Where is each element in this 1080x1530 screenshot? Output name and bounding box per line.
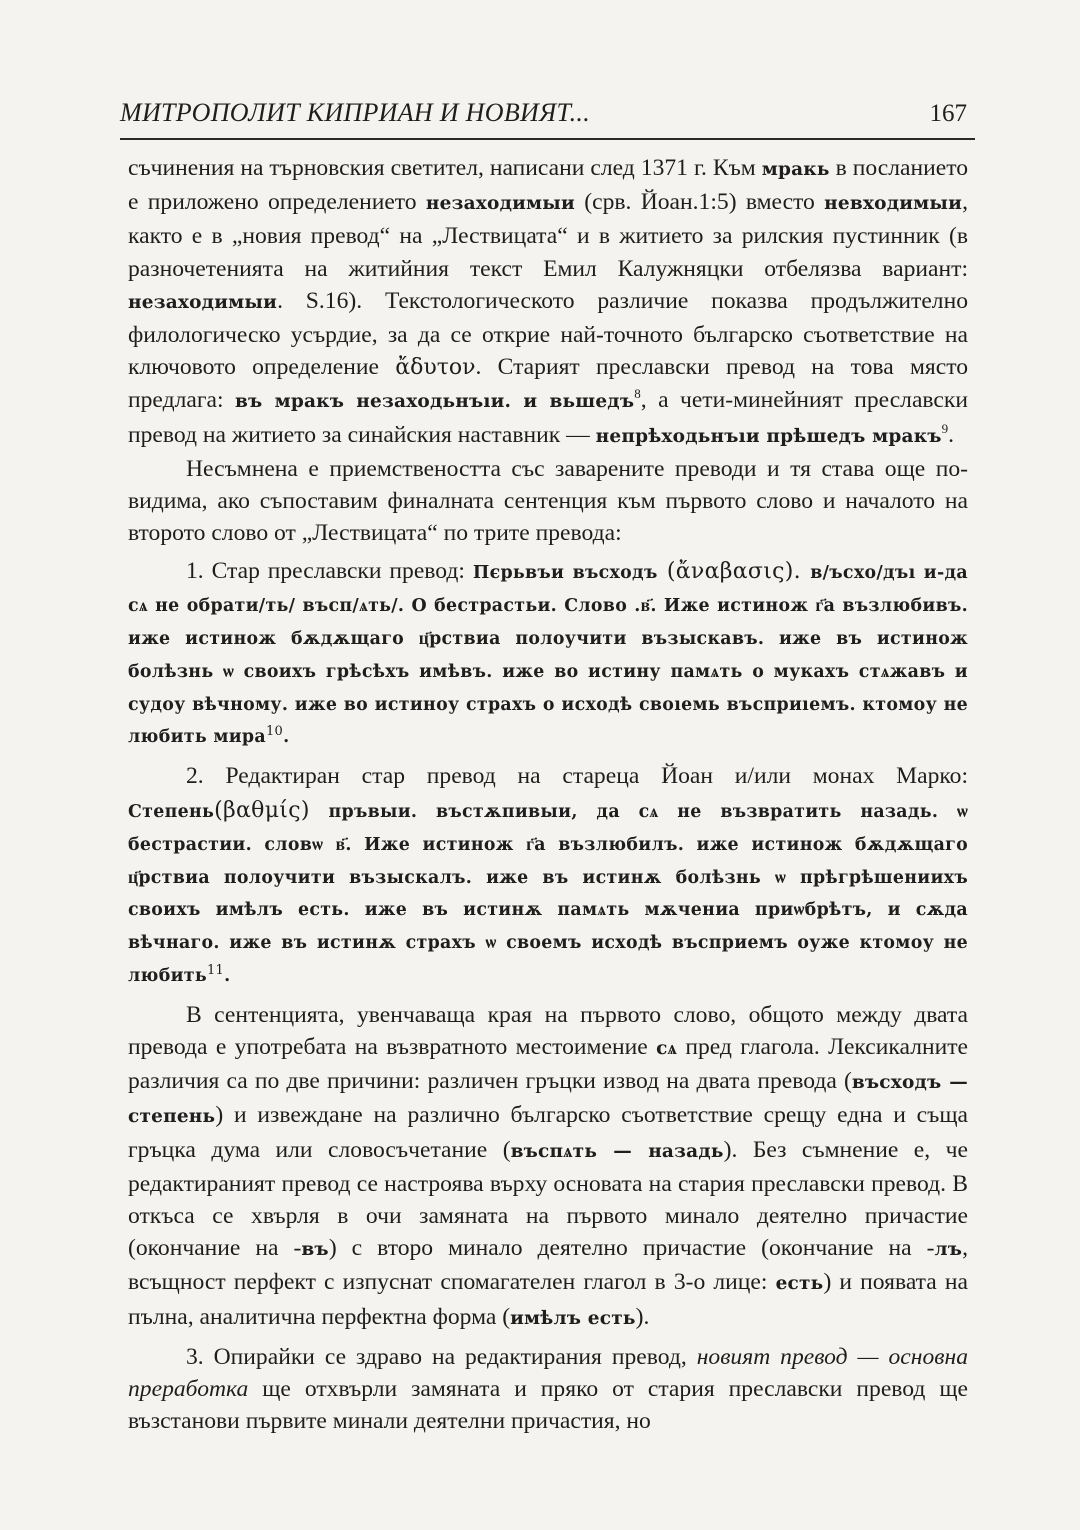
- text-run: съчинения на търновския светител, написани след 1371 г. Към: [128, 155, 762, 181]
- text-run: , а чети-минейният преславски превод на житието за синайския наставник —: [128, 387, 968, 448]
- church-slavonic-quote: въ мракъ незаходьнъıи. и вьшедъ: [234, 391, 635, 413]
- church-slavonic-quote: Пєрьвъи въсходъ: [472, 563, 658, 584]
- text-run: В сентенцията, увенчаваща края на първото слово, общото между двата превода е употребата на възвратното местоимение: [128, 1001, 968, 1060]
- greek-term: (ἄναβασις).: [657, 559, 811, 585]
- paragraph-1: [128, 152, 968, 453]
- paragraph-5: [128, 999, 968, 1335]
- item-lead: 2. Редактиран стар превод на стареца Йоан и/или монах Марко:: [186, 763, 968, 790]
- church-slavonic-term: лъ: [934, 1239, 963, 1261]
- text-run: .: [224, 966, 231, 986]
- text-run: .: [283, 727, 290, 748]
- running-header: [120, 98, 975, 140]
- greek-term: ἄδυτον: [395, 355, 476, 381]
- text-run: ) с второ минало деятелно причастие (окончание на -: [328, 1235, 935, 1262]
- paragraph-3-old-translation: [128, 555, 968, 754]
- text-run: , както е в „новия превод“ на „Лествицата“ и в житието за рилския пустинник (в разночетенията на житийния текст Емил Калужняцки отбелязва вариант:: [128, 189, 968, 282]
- text-run: 3. Опирайки се здраво на редактирания превод,: [186, 1343, 697, 1370]
- greek-term: (βαθμίς): [214, 798, 310, 824]
- emphasis: новият превод — основна преработка: [128, 1343, 968, 1403]
- text-run: (срв. Йоан.1:5) вместо: [574, 189, 825, 216]
- church-slavonic-term: имѣлъ есть: [510, 1307, 636, 1329]
- text-run: пред глагола. Лексикалните различия са по две причини: различен гръцки извод на двата превода (: [128, 1034, 968, 1095]
- footnote-ref: 9: [941, 420, 949, 436]
- church-slavonic-quote: пръвыи. въстѫпивыи, да сѧ не възвратить назадь. ѡ бестрастии. словѡ в҃. Иже истинож г҃а възлюбилъ. иже истинож бѫдѫщаго ц҃рствиа полоучити възыскалъ. иже въ истинѫ болѣзнь ѡ прѣгрѣшениихъ своихъ имѣлъ есть. иже въ истинѫ памѧть мѫчениа приѡбрѣтъ, и сѫда вѣчнаго. иже въ истинѫ страхъ ѡ своемъ исходѣ въсприемъ оуже ктомоу не любить: [128, 802, 968, 986]
- church-slavonic-term: незаходимыи: [128, 291, 278, 313]
- footnote-ref: 10: [265, 724, 284, 740]
- church-slavonic-term: въспѧть — назадь: [510, 1140, 724, 1162]
- paragraph-4-edited-translation: [128, 760, 968, 993]
- paragraph-6: [128, 1341, 968, 1438]
- text-run: ) и появата на пълна, аналитична перфектна форма (: [128, 1269, 968, 1330]
- church-slavonic-term: мракь: [761, 159, 830, 180]
- footnote-ref: 11: [206, 963, 225, 979]
- church-slavonic-term: невходимыи: [824, 193, 963, 215]
- church-slavonic-term: незаходимыи: [425, 193, 575, 215]
- text-run: ) и извеждане на различно българско съответствие срещу една и съща гръцка дума или словосъчетание (: [128, 1102, 968, 1163]
- running-title: МИТРОПОЛИТ КИПРИАН И НОВИЯТ...: [120, 98, 590, 127]
- church-slavonic-quote: в/ъсхо/дъı и-да сѧ не обрати/ть/ въсп/ѧть/. О бестрастьи. Слово .в҃. Иже истинож г҃а възлюбивъ. иже истинож бѫдѫщаго ц҃рствиа полоучити възыскавъ. иже въ истинож болѣзнь ѡ своихъ грѣсѣхъ имѣвъ. иже во истину памѧть о мукахъ стѧжавъ и судоу вѣчному. иже во истиноу страхъ о исходѣ своıемь въсприıемъ. ктомоу не любить мира: [128, 563, 968, 748]
- text-run: . Старият преславски превод на това място предлага:: [128, 354, 968, 414]
- text-run: .: [948, 421, 955, 448]
- church-slavonic-term: есть: [775, 1273, 824, 1295]
- footnote-ref: 8: [634, 386, 641, 402]
- church-slavonic-term: сѧ: [656, 1038, 677, 1059]
- text-run: ). Без съмнение е, че редактираният превод се настроява върху основата на стария преславски превод. В откъса се хвърля в очи замяната на първото минало деятелно причастие (окончание на -: [128, 1136, 968, 1262]
- paragraph-2: Несъмнена е приемствеността със заварените преводи и тя става още по-видима, ако съпоставим финалната сентенция към първото слово и началото на второто слово от „Лествицата“ по трите превода:: [128, 455, 968, 547]
- text-run: . S.16). Текстологическото различие показва продължително филологическо усърдие, за да се открие най-точното българско съответствие на ключовото определение: [128, 287, 968, 381]
- page-number: 167: [929, 100, 967, 127]
- church-slavonic-quote: непрѣходьнъıи прѣшедъ мракъ: [595, 425, 942, 447]
- text-run: ще отхвърли замяната и пряко от стария преславски превод ще възстанови първите минали деятелни причастия, но: [128, 1376, 968, 1435]
- item-lead: 1. Стар преславски превод:: [186, 558, 473, 585]
- church-slavonic-term: въ: [301, 1239, 329, 1261]
- church-slavonic-term: въсходъ — степень: [128, 1072, 968, 1128]
- church-slavonic-quote: Степень: [128, 802, 215, 823]
- body-text: [128, 152, 968, 1437]
- text-run: , всъщност перфект с изпуснат спомагателен глагол в 3-о лице:: [128, 1235, 968, 1296]
- text-run: в посланието е приложено определението: [128, 155, 968, 216]
- text-run: ).: [635, 1303, 650, 1330]
